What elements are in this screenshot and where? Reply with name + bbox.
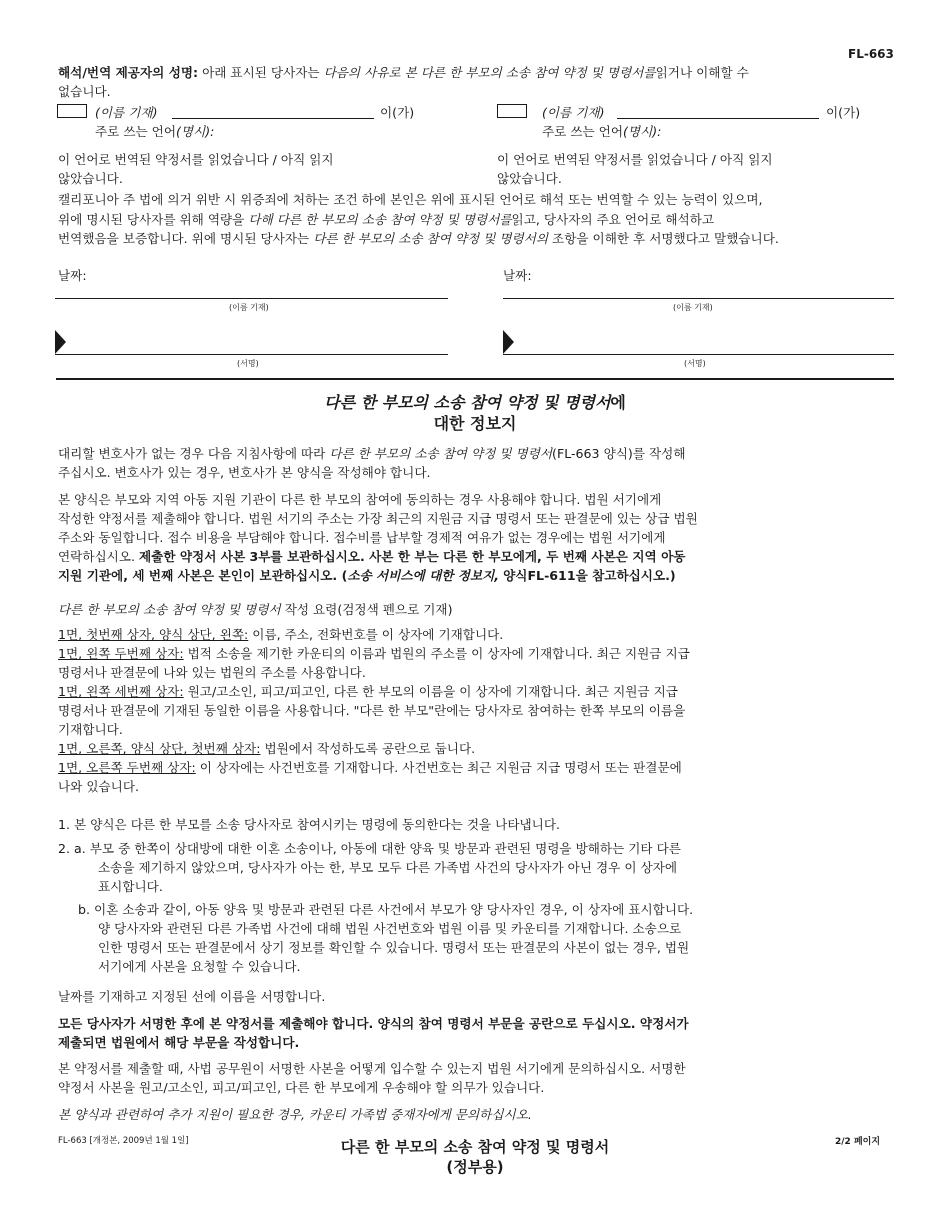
signature-arrow-icon-left <box>55 330 67 354</box>
howto-item: 1면, 오른쪽, 양식 상단, 첫번째 상자: 법원에서 작성하도록 공란으로 둡니다. <box>58 741 476 756</box>
print-name-line-right[interactable] <box>503 298 894 299</box>
submit-instruction: 본 약정서를 제출할 때, 사법 공무원이 서명한 사본을 어떻게 입수할 수 있는지 법원 서기에게 문의하십시오. 서명한 약정서 사본을 원고/고소인, 피고/피고인, 다른 한 부모에게 우송해야 할 의무가 있습니다. <box>58 1061 686 1095</box>
translator-intro-line2: 없습니다. <box>58 84 111 99</box>
translator-heading: 해석/번역 제공자의 성명: <box>58 65 199 80</box>
translator-intro-a: 아래 표시된 당사자는 <box>202 65 320 80</box>
footer-title: 다른 한 부모의 소송 참여 약정 및 명령서 (정부용) <box>340 1138 610 1176</box>
instruction-1: 1. 본 양식은 다른 한 부모를 소송 당사자로 참여시키는 명령에 동의한다는 것을 나타냅니다. <box>58 817 561 832</box>
info-p2: 본 양식은 부모와 지역 아동 지원 기관이 다른 한 부모의 참여에 동의하는 경우 사용해야 합니다. 법원 서기에게 작성한 약정서를 제출해야 합니다. 법원 서기의 주소는 가장 최근의 지원금 지급 명령서 또는 판결문에 있는 상급 법원 주소와 동일합니다. 접수 비용을 부담해야 합니다. 접수비를 납부할 경제적 여유가 없는 경우에는 법원 서기에게 연락하십시오. 제출한 약정서 사본 3부를 보관하십시오. 사본 한 부는 다른 한 부모에게, 두 번째 사본은 지역 아동 지원 기관에, 세 번째 사본은 본인이 보관하십시오. (소송 서비스에 대한 정보지, 양식FL-611을 참고하십시오.) <box>58 492 698 583</box>
party-name-label-right: (이름 기재) <box>542 105 605 120</box>
date-label-left: 날짜: <box>58 268 87 283</box>
howto-item: 1면, 왼쪽 세번째 상자: 원고/고소인, 피고/피고인, 다른 한 부모의 이름을 이 상자에 기재합니다. 최근 지원금 지급 명령서나 판결문에 기재된 동일한 이름을 사용합니다. "다른 한 부모"란에는 당사자로 참여하는 한쪽 부모의 이름을 기재합니다. <box>58 684 686 737</box>
translator-intro-c: 읽거나 이해할 수 <box>655 65 749 80</box>
howto-item: 1면, 첫번째 상자, 양식 상단, 왼쪽: 이름, 주소, 전화번호를 이 상자에 기재합니다. <box>58 627 504 642</box>
party-language-right: 주로 쓰는 언어(명시): <box>542 124 662 139</box>
party-suffix-right: 이(가) <box>826 105 861 120</box>
party-name-line-left[interactable] <box>172 118 374 119</box>
footer-form-revision: FL-663 [개정본, 2009년 1월 1일] <box>58 1136 189 1146</box>
party-read-status-left: 이 언어로 번역된 약정서를 읽었습니다 / 아직 읽지 않았습니다. <box>58 152 334 186</box>
instruction-2a: 2. a. 부모 중 한쪽이 상대방에 대한 이혼 소송이나, 아동에 대한 양육 및 방문과 관련된 명령을 방해하는 기타 다른 소송을 제기하지 않았으며, 당사자가 아는 한, 부모 모두 다른 가족법 사건의 당사자가 아닌 경우 이 상자에 표시합니다. <box>58 841 681 894</box>
howto-heading: 다른 한 부모의 소송 참여 약정 및 명령서 작성 요령(검정색 펜으로 기재) <box>58 602 453 617</box>
info-title: 다른 한 부모의 소송 참여 약정 및 명령서에 대한 정보지 <box>324 393 626 433</box>
info-p1: 대리할 변호사가 없는 경우 다음 지침사항에 따라 다른 한 부모의 소송 참여 약정 및 명령서(FL-663 양식)를 작성해 주십시오. 변호사가 있는 경우, 변호사가 본 양식을 작성해야 합니다. <box>58 446 686 480</box>
signature-line-right[interactable] <box>503 354 894 355</box>
party-name-line-right[interactable] <box>617 118 819 119</box>
signature-arrow-icon-right <box>503 330 515 354</box>
translator-intro-b: 다음의 사유로 본 다른 한 부모의 소송 참여 약정 및 명령서를 <box>323 65 656 80</box>
signature-caption-left: (서명) <box>237 359 259 368</box>
party-read-status-right: 이 언어로 번역된 약정서를 읽었습니다 / 아직 읽지 않았습니다. <box>497 152 773 186</box>
translator-statement: 캘리포니아 주 법에 의거 위반 시 위증죄에 처하는 조건 하에 본인은 위에 표시된 언어로 해석 또는 번역할 수 있는 능력이 있으며, 위에 명시된 당사자를 위해 역량을 다해 다른 한 부모의 소송 참여 약정 및 명령서를읽고, 당사자의 주요 언어로 해석하고 번역했음을 보증합니다. 위에 명시된 당사자는 다른 한 부모의 소송 참여 약정 및 명령서의 조항을 이해한 후 서명했다고 말했습니다. <box>58 192 779 246</box>
sign-date-instruction: 날짜를 기재하고 지정된 선에 이름을 서명합니다. <box>58 989 326 1004</box>
print-name-caption-left: (이름 기재) <box>229 303 269 312</box>
section-divider <box>56 378 894 380</box>
party-checkbox-left[interactable] <box>57 104 87 118</box>
howto-items <box>58 625 890 796</box>
signature-caption-right: (서명) <box>684 359 706 368</box>
print-name-caption-right: (이름 기재) <box>673 303 713 312</box>
howto-item: 1면, 오른쪽 두번째 상자: 이 상자에는 사건번호를 기재합니다. 사건번호는 최근 지원금 지급 명령서 또는 판결문에 나와 있습니다. <box>58 760 682 794</box>
party-suffix-left: 이(가) <box>380 105 415 120</box>
form-id: FL-663 <box>848 47 894 61</box>
help-note: 본 양식과 관련하여 추가 지원이 필요한 경우, 카운티 가족법 중재자에게 문의하십시오. <box>58 1107 532 1122</box>
date-label-right: 날짜: <box>503 268 532 283</box>
page-number: 2/2 페이지 <box>835 1137 881 1147</box>
instruction-2b: b. 이혼 소송과 같이, 아동 양육 및 방문과 관련된 다른 사건에서 부모가 양 당사자인 경우, 이 상자에 표시합니다. 양 당사자와 관련된 다른 가족법 사건에 대해 법원 사건번호와 법원 이름 및 카운티를 기재합니다. 소송으로 인한 명령서 또는 판결문에서 상기 정보를 확인할 수 있습니다. 명령서 또는 판결문의 사본이 없는 경우, 법원 서기에게 사본을 요청할 수 있습니다. <box>78 902 694 974</box>
party-language-left: 주로 쓰는 언어(명시): <box>95 124 215 139</box>
party-checkbox-right[interactable] <box>497 104 527 118</box>
signature-line-left[interactable] <box>55 354 448 355</box>
filing-notice: 모든 당사자가 서명한 후에 본 약정서를 제출해야 합니다. 양식의 참여 명령서 부문을 공란으로 두십시오. 약정서가 제출되면 법원에서 해당 부문을 작성합니다. <box>58 1016 689 1050</box>
print-name-line-left[interactable] <box>55 298 448 299</box>
translator-intro <box>58 63 890 101</box>
party-name-label-left: (이름 기재) <box>95 105 158 120</box>
howto-item: 1면, 왼쪽 두번째 상자: 법적 소송을 제기한 카운티의 이름과 법원의 주소를 이 상자에 기재합니다. 최근 지원금 지급 명령서나 판결문에 나와 있는 법원의 주소를 사용합니다. <box>58 646 690 680</box>
